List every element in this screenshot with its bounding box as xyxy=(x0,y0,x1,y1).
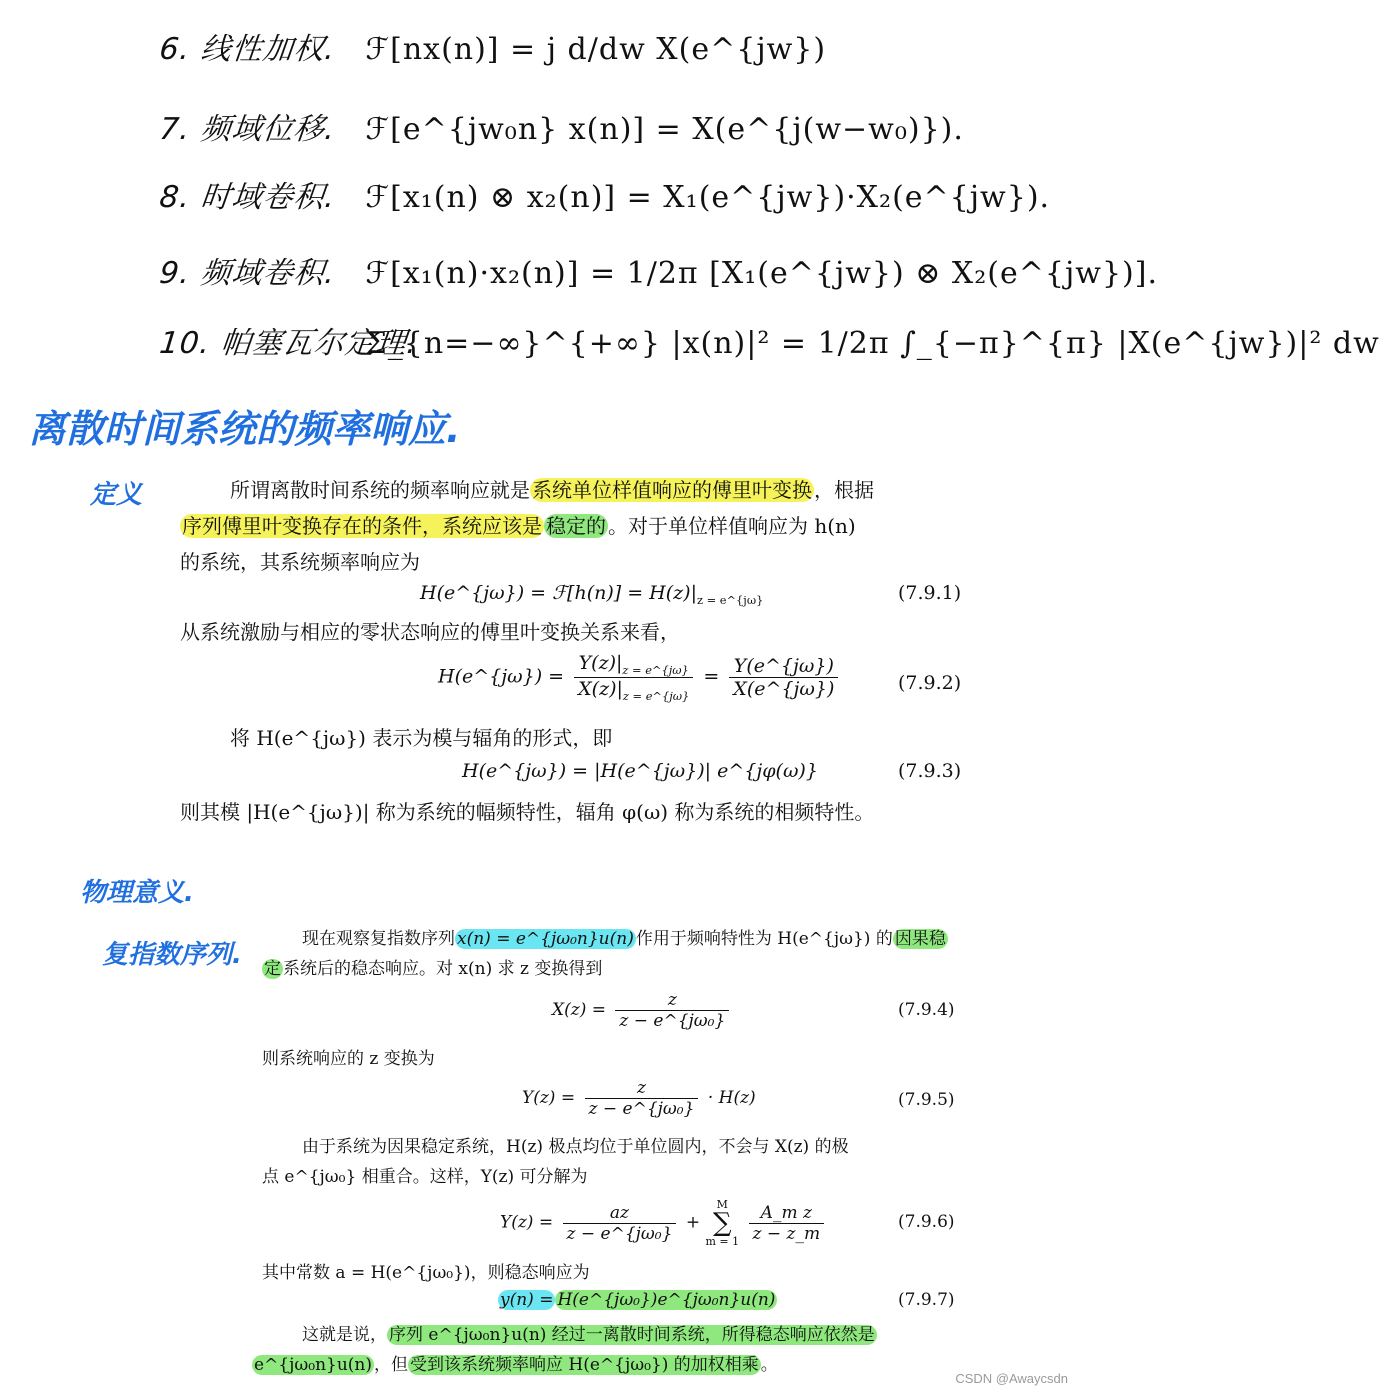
property-8 xyxy=(157,172,1051,216)
text-before-795: 则系统响应的 z 变换为 xyxy=(262,1049,435,1069)
eq-794-den: z − e^{jω₀} xyxy=(619,1011,726,1031)
eq-796-frac-1 xyxy=(563,1203,677,1244)
eq-791-expr: H(e^{jω}) = ℱ[h(n)] = H(z)| xyxy=(420,582,697,604)
property-8-formula: ℱ[x₁(n) ⊗ x₂(n)] = X₁(e^{jw})·X₂(e^{jw}). xyxy=(365,180,1051,215)
concl-highlight-2a: e^{jω₀n}u(n) xyxy=(254,1355,372,1375)
property-7 xyxy=(157,104,964,148)
sum-icon: ∑ xyxy=(713,1208,732,1238)
equation-7-9-6 xyxy=(500,1198,828,1248)
eq-795-frac xyxy=(585,1078,699,1119)
physical-line-1 xyxy=(302,924,948,954)
property-9-formula: ℱ[x₁(n)·x₂(n)] = 1/2π [X₁(e^{jw}) ⊗ X₂(e^{jw})]. xyxy=(365,256,1158,291)
equation-7-9-3: H(e^{jω}) = |H(e^{jω})| e^{jφ(ω)} xyxy=(462,760,818,782)
margin-note-definition: 定义 xyxy=(90,480,143,510)
eq-792-frac-2 xyxy=(729,655,838,700)
eq-796-lhs: Y(z) = xyxy=(500,1212,554,1233)
def-text-1a: 所谓离散时间系统的频率响应就是 xyxy=(230,478,530,502)
conclusion-line-1 xyxy=(302,1320,877,1350)
eq-791-sub: z = e^{jω} xyxy=(696,592,764,607)
equation-7-9-2: H(e^{jω}) = $\frac{Y(z)|_{z = e\^{}\{j\omega\}}}{X(z)|_{z = e\^{}\{j\omega\}}}$ = $\frac{Y(e\^{}\{j\omega\})}{X(e\^{}\{j\omega\})}$ xyxy=(438,652,842,703)
eq-794-frac xyxy=(615,990,729,1031)
property-10-label: 10. 帕塞瓦尔定理. xyxy=(157,326,420,361)
definition-line-1 xyxy=(230,474,874,507)
margin-note-physical-meaning: 物理意义. xyxy=(80,878,194,908)
concl-highlight-2b: 受到该系统频率响应 H(e^{jω₀}) 的加权相乘 xyxy=(410,1355,759,1375)
eq-796-den2: z − z_m xyxy=(752,1223,821,1244)
conclusion-line-2 xyxy=(252,1350,778,1380)
eq-796-sum-bot: m = 1 xyxy=(705,1235,740,1248)
eq-796-sum xyxy=(705,1198,739,1248)
property-9 xyxy=(157,248,1158,292)
phys-highlight-1: x(n) = e^{jω₀n}u(n) xyxy=(457,929,634,949)
eq-795-den: z − e^{jω₀} xyxy=(588,1099,695,1119)
equation-number-7-9-1: (7.9.1) xyxy=(898,582,962,604)
phys-text-1a: 现在观察复指数序列 xyxy=(302,929,455,949)
def-highlight-2a: 序列傅里叶变换存在的条件，系统应该是 xyxy=(182,514,542,538)
def-text-1b: ，根据 xyxy=(814,478,874,502)
equation-number-7-9-5: (7.9.5) xyxy=(898,1090,955,1110)
text-before-797: 其中常数 a = H(e^{jω₀})，则稳态响应为 xyxy=(262,1263,590,1283)
property-6 xyxy=(157,24,827,68)
eq-792-num1: Y(z)| xyxy=(578,652,623,674)
eq-795-rhs: · H(z) xyxy=(707,1088,756,1108)
equation-7-9-5 xyxy=(522,1078,756,1119)
eq-795-num: z xyxy=(585,1078,699,1099)
eq-794-num: z xyxy=(615,990,729,1011)
eq-796-den: z − e^{jω₀} xyxy=(566,1223,673,1244)
physical-line-2 xyxy=(262,954,602,984)
equation-number-7-9-4: (7.9.4) xyxy=(898,1000,955,1020)
text-after-793: 则其模 |H(e^{jω})| 称为系统的幅频特性，辐角 φ(ω) 称为系统的相频特性。 xyxy=(180,800,875,824)
definition-line-3: 的系统，其系统频率响应为 xyxy=(180,550,420,574)
phys-highlight-1b: 因果稳 xyxy=(894,929,946,949)
property-7-formula: ℱ[e^{jw₀n} x(n)] = X(e^{j(w−w₀)}). xyxy=(365,112,964,147)
property-6-formula: ℱ[nx(n)] = j d/dw X(e^{jw}) xyxy=(365,32,827,67)
definition-line-2 xyxy=(180,510,856,543)
concl-highlight-1: 序列 e^{jω₀n}u(n) 经过一离散时间系统，所得稳态响应依然是 xyxy=(389,1325,875,1345)
property-7-label: 7. 频域位移. xyxy=(157,112,338,147)
equation-number-7-9-6: (7.9.6) xyxy=(898,1212,955,1232)
phys-text-2b: 系统后的稳态响应。对 x(n) 求 z 变换得到 xyxy=(283,959,603,979)
equation-number-7-9-7: (7.9.7) xyxy=(898,1290,955,1310)
eq-796-plus: + xyxy=(685,1212,701,1233)
phys-highlight-2: 定 xyxy=(264,959,281,979)
concl-text-2b: ，但 xyxy=(374,1355,408,1375)
eq-792-sub-b: z = e^{jω} xyxy=(622,688,690,703)
eq-797-highlight-rhs: H(e^{jω₀})e^{jω₀n}u(n) xyxy=(557,1290,776,1310)
concl-text-2c: 。 xyxy=(760,1355,778,1375)
text-before-796-1: 由于系统为因果稳定系统，H(z) 极点均位于单位圆内，不会与 X(z) 的极 xyxy=(302,1137,849,1157)
eq-796-frac-2 xyxy=(749,1203,825,1244)
eq-792-num2: Y(e^{jω}) xyxy=(729,655,838,678)
property-9-label: 9. 频域卷积. xyxy=(157,256,338,291)
property-10 xyxy=(157,318,1380,362)
eq-794-lhs: X(z) = xyxy=(552,1000,606,1020)
eq-796-sum-top: M xyxy=(716,1198,728,1211)
equation-number-7-9-3: (7.9.3) xyxy=(898,760,962,782)
text-before-793: 将 H(e^{jω}) 表示为模与辐角的形式，即 xyxy=(230,726,613,750)
eq-792-lhs: H(e^{jω}) = xyxy=(438,665,565,688)
equation-7-9-4 xyxy=(552,990,733,1031)
equation-number-7-9-2: (7.9.2) xyxy=(898,672,962,694)
eq-792-den2: X(e^{jω}) xyxy=(733,677,835,700)
concl-text-1a: 这就是说， xyxy=(302,1325,387,1345)
eq-795-lhs: Y(z) = xyxy=(522,1088,576,1108)
eq-792-frac-1 xyxy=(574,652,693,703)
eq-796-num2: A_m z xyxy=(749,1203,825,1224)
section-heading: 离散时间系统的频率响应. xyxy=(28,407,461,451)
eq-796-num: az xyxy=(563,1203,677,1224)
eq-792-den1: X(z)| xyxy=(578,677,623,700)
property-8-label: 8. 时域卷积. xyxy=(157,180,338,215)
text-before-796-2: 点 e^{jω₀} 相重合。这样，Y(z) 可分解为 xyxy=(262,1167,588,1187)
margin-note-complex-exp: 复指数序列. xyxy=(102,940,242,970)
def-highlight-1: 系统单位样值响应的傅里叶变换 xyxy=(532,478,812,502)
equation-7-9-1 xyxy=(420,582,763,607)
property-6-label: 6. 线性加权. xyxy=(157,32,338,67)
def-highlight-2b: 稳定的 xyxy=(546,514,606,538)
property-10-formula: Σ_{n=−∞}^{+∞} |x(n)|² = 1/2π ∫_{−π}^{π} |X(e^{jw})|² dw xyxy=(365,326,1380,361)
text-after-791: 从系统激励与相应的零状态响应的傅里叶变换关系来看， xyxy=(180,620,680,644)
def-text-2b: 。对于单位样值响应为 h(n) xyxy=(608,514,856,538)
eq-792-sub-a: z = e^{jω} xyxy=(622,662,689,677)
watermark: CSDN @Awaycsdn xyxy=(955,1371,1068,1386)
eq-797-highlight-lhs: y(n) = xyxy=(500,1290,554,1310)
equation-7-9-7 xyxy=(498,1290,777,1310)
phys-text-1b: 作用于频响特性为 H(e^{jω}) 的 xyxy=(635,929,893,949)
